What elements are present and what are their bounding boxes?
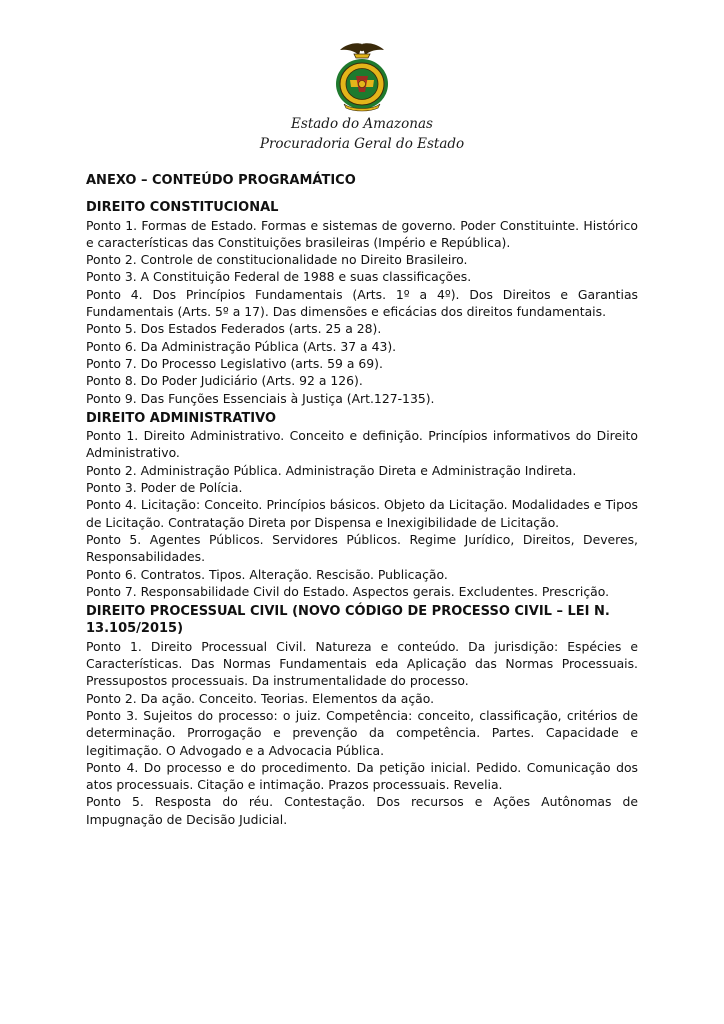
list-item: Ponto 6. Da Administração Pública (Arts. 37 a 43). [86,338,397,354]
list-item: Ponto 2. Controle de constitucionalidade no Direito Brasileiro. [86,252,468,268]
list-item: Ponto 9. Das Funções Essenciais à Justiça (Art.127-135). [86,390,435,406]
list-item: Ponto 1. Formas de Estado. Formas e sistemas de governo. Poder Constituinte. Histórico e características das Constituições brasileiras (Império e República). [86,217,638,250]
list-item: Ponto 5. Resposta do réu. Contestação. Dos recursos e Ações Autônomas de Impugnação de Decisão Judicial. [86,794,638,827]
header-office: Procuradoria Geral do Estado [259,136,465,152]
list-item: Ponto 5. Agentes Públicos. Servidores Públicos. Regime Jurídico, Direitos, Deveres, Responsabilidades. [86,531,638,565]
document-body [86,172,638,828]
list-item: Ponto 3. Sujeitos do processo: o juiz. Competência: conceito, classificação, critérios de determinação. Prorrogação e prevenção da competência. Partes. Capacidade e legitimação. O Advogado e a Advocacia Pública. [86,707,638,758]
list-item: Ponto 7. Do Processo Legislativo (arts. 59 a 69). [86,355,383,371]
list-item: Ponto 4. Licitação: Conceito. Princípios básicos. Objeto da Licitação. Modalidades e Tipos de Licitação. Contratação Direta por Dispensa e Inexigibilidade de Licitação. [86,497,638,530]
header-state: Estado do Amazonas [291,116,433,132]
list-item: Ponto 4. Dos Princípios Fundamentais (Arts. 1º a 4º). Dos Direitos e Garantias Fundamentais (Arts. 5º a 17). Das dimensões e eficácias dos direitos fundamentais. [86,286,638,320]
section-direito-administrativo [86,410,638,600]
list-item: Ponto 7. Responsabilidade Civil do Estado. Aspectos gerais. Excludentes. Prescrição. [86,583,610,599]
list-item: Ponto 5. Dos Estados Federados (arts. 25 a 28). [86,321,382,337]
document-header [0,114,724,154]
list-item: Ponto 2. Administração Pública. Administração Direta e Administração Indireta. [86,462,577,478]
list-item: Ponto 4. Do processo e do procedimento. Da petição inicial. Pedido. Comunicação dos atos processuais. Citação e intimação. Prazos processuais. Revelia. [86,759,638,793]
list-item: Ponto 1. Direito Administrativo. Conceito e definição. Princípios informativos do Direito Administrativo. [86,428,638,461]
list-item: Ponto 3. A Constituição Federal de 1988 e suas classificações. [86,269,472,285]
state-coat-of-arms-icon [332,40,392,112]
section-title: DIREITO CONSTITUCIONAL [86,200,279,216]
section-direito-constitucional [86,199,638,407]
list-item: Ponto 8. Do Poder Judiciário (Arts. 92 a 126). [86,373,363,389]
section-direito-processual-civil [86,603,638,828]
list-item: Ponto 6. Contratos. Tipos. Alteração. Rescisão. Publicação. [86,566,448,582]
annex-title: ANEXO – CONTEÚDO PROGRAMÁTICO [86,173,356,188]
section-title: DIREITO ADMINISTRATIVO [86,410,277,426]
list-item: Ponto 1. Direito Processual Civil. Natureza e conteúdo. Da jurisdição: Espécies e Características. Das Normas Fundamentais eda Aplicação das Normas Processuais. Pressupostos processuais. Da instrumentalidade do processo. [86,638,638,689]
section-title: DIREITO PROCESSUAL CIVIL (NOVO CÓDIGO DE PROCESSO CIVIL – LEI N. 13.105/2015) [86,604,610,637]
list-item: Ponto 2. Da ação. Conceito. Teorias. Elementos da ação. [86,690,435,706]
list-item: Ponto 3. Poder de Polícia. [86,480,243,496]
